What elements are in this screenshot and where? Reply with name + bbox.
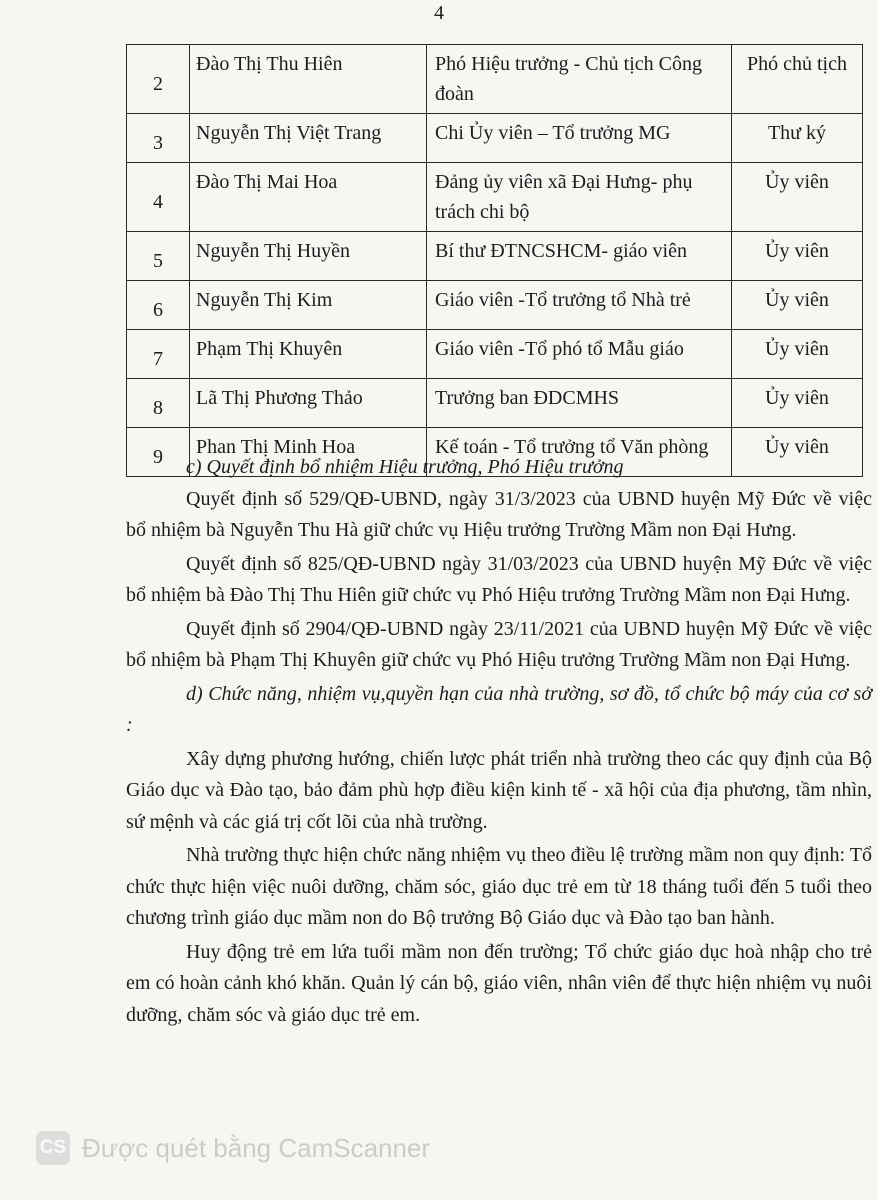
- member-position: Phó Hiệu trưởng - Chủ tịch Công đoàn: [427, 45, 732, 114]
- watermark-text: Được quét bằng CamScanner: [82, 1132, 431, 1163]
- table-row: [127, 330, 863, 379]
- member-position: Giáo viên -Tổ trưởng tổ Nhà trẻ: [427, 281, 732, 330]
- table-row: [127, 45, 863, 114]
- member-role: Ủy viên: [732, 232, 863, 281]
- paragraph: Quyết định số 529/QĐ-UBND, ngày 31/3/2023 của UBND huyện Mỹ Đức về việc bổ nhiệm bà Nguyễn Thu Hà giữ chức vụ Hiệu trưởng Trường Mầm non Đại Hưng.: [126, 487, 872, 541]
- member-position: Chi Ủy viên – Tổ trưởng MG: [427, 114, 732, 163]
- member-name: Nguyễn Thị Việt Trang: [190, 114, 427, 163]
- table-row: [127, 379, 863, 428]
- member-role: Ủy viên: [732, 281, 863, 330]
- table-row: [127, 281, 863, 330]
- paragraph: Quyết định số 2904/QĐ-UBND ngày 23/11/2021 của UBND huyện Mỹ Đức về việc bổ nhiệm bà Phạm Thị Khuyên giữ chức vụ Phó Hiệu trưởng Trường Mầm non Đại Hưng.: [126, 617, 872, 671]
- table-row: [127, 163, 863, 232]
- table-row: [127, 232, 863, 281]
- section-heading-d: d) Chức năng, nhiệm vụ,quyền hạn của nhà trường, sơ đồ, tổ chức bộ máy của cơ sở :: [126, 682, 872, 736]
- row-number: 7: [127, 330, 190, 379]
- table-row: [127, 114, 863, 163]
- row-number: 2: [127, 45, 190, 114]
- row-number: 3: [127, 114, 190, 163]
- committee-members-table: [126, 44, 863, 477]
- member-position: Đảng ủy viên xã Đại Hưng- phụ trách chi bộ: [427, 163, 732, 232]
- member-name: Phạm Thị Khuyên: [190, 330, 427, 379]
- camscanner-logo-icon: CS: [36, 1131, 70, 1165]
- member-name: Phan Thị Minh Hoa: [190, 428, 427, 477]
- member-role: Ủy viên: [732, 379, 863, 428]
- row-number: 9: [127, 428, 190, 477]
- member-role: Thư ký: [732, 114, 863, 163]
- member-role: Ủy viên: [732, 428, 863, 477]
- member-name: Nguyễn Thị Kim: [190, 281, 427, 330]
- row-number: 5: [127, 232, 190, 281]
- member-position: Kế toán - Tổ trưởng tổ Văn phòng: [427, 428, 732, 477]
- row-number: 4: [127, 163, 190, 232]
- section-heading-c: c) Quyết định bổ nhiệm Hiệu trưởng, Phó Hiệu trưởng: [186, 456, 624, 478]
- document-body: [126, 452, 872, 1031]
- paragraph: Xây dựng phương hướng, chiến lược phát triển nhà trường theo các quy định của Bộ Giáo dục và Đào tạo, bảo đảm phù hợp điều kiện kinh tế - xã hội của địa phương, tầm nhìn, sứ mệnh và các giá trị cốt lõi của nhà trường.: [126, 747, 872, 833]
- member-role: Ủy viên: [732, 330, 863, 379]
- member-name: Đào Thị Mai Hoa: [190, 163, 427, 232]
- member-role: Ủy viên: [732, 163, 863, 232]
- paragraph: Huy động trẻ em lứa tuổi mầm non đến trường; Tổ chức giáo dục hoà nhập cho trẻ em có hoàn cảnh khó khăn. Quản lý cán bộ, giáo viên, nhân viên để thực hiện nhiệm vụ nuôi dưỡng, chăm sóc và giáo dục trẻ em.: [126, 940, 872, 1026]
- member-position: Giáo viên -Tổ phó tổ Mẫu giáo: [427, 330, 732, 379]
- member-position: Trưởng ban ĐDCMHS: [427, 379, 732, 428]
- member-name: Nguyễn Thị Huyền: [190, 232, 427, 281]
- member-name: Đào Thị Thu Hiên: [190, 45, 427, 114]
- camscanner-watermark: [36, 1131, 430, 1165]
- member-position: Bí thư ĐTNCSHCM- giáo viên: [427, 232, 732, 281]
- member-role: Phó chủ tịch: [732, 45, 863, 114]
- paragraph: Nhà trường thực hiện chức năng nhiệm vụ theo điều lệ trường mầm non quy định: Tổ chức thực hiện việc nuôi dưỡng, chăm sóc, giáo dục trẻ em từ 18 tháng tuổi đến 5 tuổi theo chương trình giáo dục mầm non do Bộ trưởng Bộ Giáo dục và Đào tạo ban hành.: [126, 844, 872, 929]
- member-name: Lã Thị Phương Thảo: [190, 379, 427, 428]
- row-number: 8: [127, 379, 190, 428]
- row-number: 6: [127, 281, 190, 330]
- paragraph: Quyết định số 825/QĐ-UBND ngày 31/03/2023 của UBND huyện Mỹ Đức về việc bổ nhiệm bà Đào Thị Thu Hiên giữ chức vụ Phó Hiệu trưởng Trường Mầm non Đại Hưng.: [126, 552, 872, 606]
- page-number: 4: [434, 2, 444, 24]
